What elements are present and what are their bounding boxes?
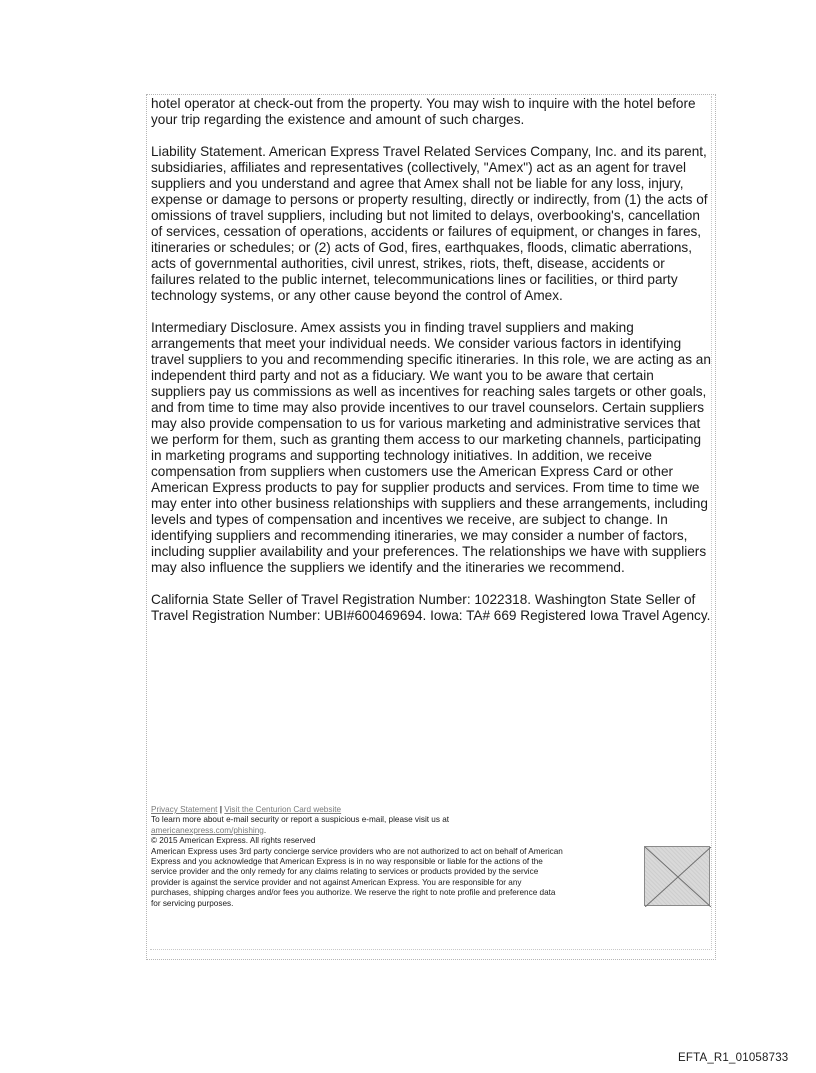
paragraph-registration-numbers: California State Seller of Travel Registration Number: 1022318. Washington State Seller of Travel Registration Number: UBI#600469694. Iowa: TA# 669 Registered Iowa Travel Agency.	[151, 592, 711, 623]
copyright-text: © 2015 American Express. All rights reserved	[151, 836, 316, 846]
phishing-suffix: .	[263, 825, 267, 835]
paragraph-intermediary-disclosure: Intermediary Disclosure. Amex assists you in finding travel suppliers and making arrangements that meet your individual needs. We consider various factors in identifying travel suppliers to you and recommending specific itineraries. In this role, we are acting as an independent third party and not as a fiduciary. We want you to be aware that certain suppliers pay us commissions as well as incentives for reaching sales targets or other goals, and from time to time may also provide incentives to our travel counselors. Certain suppliers may also provide compensation to us for various marketing and administrative services that we perform for them, such as granting them access to our marketing channels, participating in marketing programs and supporting technology initiatives. In addition, we receive compensation from suppliers when customers use the American Express Card or other American Express products to pay for supplier products and services. From time to time we may enter into other business relationships with suppliers and these arrangements, including levels and types of compensation and incentives we receive, are subject to change. In identifying suppliers and recommending itineraries, we may consider a number of factors, including supplier availability and your preferences. The relationships we have with suppliers may also influence the suppliers we identify and the itineraries we recommend.	[151, 320, 711, 575]
disclaimer-line: service provider and the only remedy for any claims relating to services or products provided by the service	[151, 867, 539, 877]
disclaimer-line: provider is against the service provider and not against American Express. You are responsible for any	[151, 877, 522, 887]
phishing-row	[151, 826, 641, 836]
missing-image-placeholder	[644, 846, 710, 906]
disclaimer-line: for servicing purposes.	[151, 898, 234, 908]
centurion-card-link[interactable]: Visit the Centurion Card website	[224, 805, 342, 814]
disclaimer-line: purchases, shipping charges and/or fees you authorize. We reserve the right to note profile and preference data	[151, 888, 556, 898]
security-text: To learn more about e-mail security or report a suspicious e-mail, please visit us at	[151, 815, 450, 825]
privacy-statement-link[interactable]: Privacy Statement	[151, 805, 218, 814]
email-footer	[151, 805, 641, 909]
document-id: EFTA_R1_01058733	[678, 1052, 789, 1064]
phishing-link[interactable]: americanexpress.com/phishing	[151, 825, 264, 835]
broken-image-icon	[645, 847, 711, 907]
footer-separator: |	[219, 805, 223, 814]
email-body	[151, 96, 711, 640]
footer-links-row	[151, 805, 641, 815]
disclaimer-line: American Express uses 3rd party concierge service providers who are not authorized to act on behalf of American	[151, 846, 563, 856]
paragraph-hotel-charges: hotel operator at check-out from the property. You may wish to inquire with the hotel before your trip regarding the existence and amount of such charges.	[151, 96, 696, 127]
paragraph-liability-statement: Liability Statement. American Express Travel Related Services Company, Inc. and its parent, subsidiaries, affiliates and representatives (collectively, "Amex") act as an agent for travel suppliers and you understand and agree that Amex shall not be liable for any loss, injury, expense or damage to persons or property resulting, directly or indirectly, from (1) the acts of omissions of travel suppliers, including but not limited to delays, overbooking's, cancellation of services, cessation of operations, accidents or failures of equipment, or changes in fares, itineraries or schedules; or (2) acts of God, fires, earthquakes, floods, climatic aberrations, acts of governmental authorities, civil unrest, strikes, riots, theft, disease, accidents or failures related to the public internet, telecommunications lines or facilities, or third party technology systems, or any other cause beyond the control of Amex.	[151, 144, 708, 303]
disclaimer-line: Express and you acknowledge that American Express is in no way responsible or liable for the actions of the	[151, 857, 543, 867]
